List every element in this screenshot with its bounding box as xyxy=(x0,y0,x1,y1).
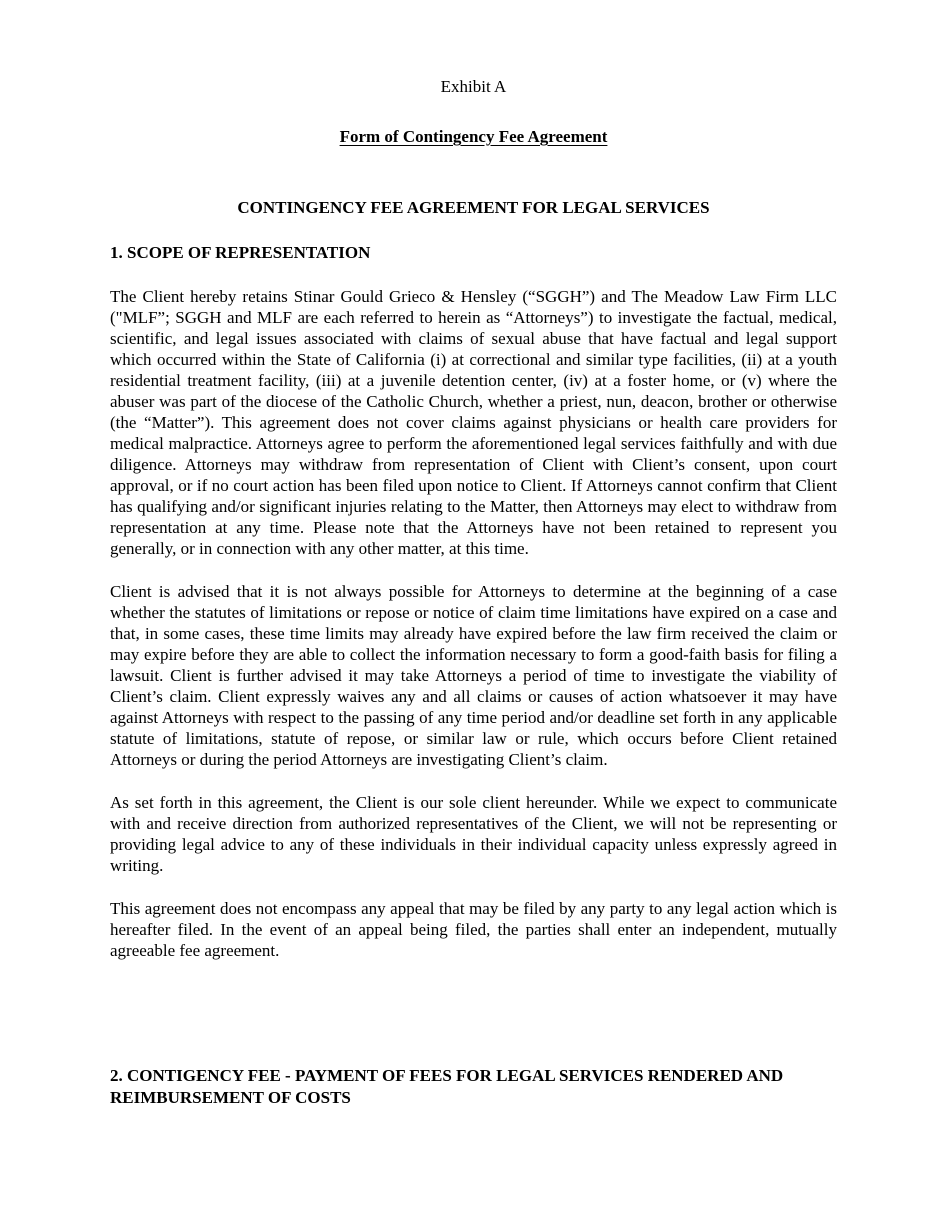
section-1-paragraph-4: This agreement does not encompass any appeal that may be filed by any party to any legal action which is hereafter filed. In the event of an appeal being filed, the parties shall enter an independent, mutually agreeable fee agreement. xyxy=(110,899,837,960)
section-2-heading: 2. CONTIGENCY FEE - PAYMENT OF FEES FOR LEGAL SERVICES RENDERED AND REIMBURSEMENT OF COSTS xyxy=(110,1066,784,1107)
section-1-paragraph-2: Client is advised that it is not always possible for Attorneys to determine at the beginning of a case whether the statutes of limitations or repose or notice of claim time limitations have expired on a case and that, in some cases, these time limits may already have expired before the law firm received the claim or may expire before they are able to collect the information necessary to form a good-faith basis for filing a lawsuit. Client is further advised it may take Attorneys a period of time to investigate the viability of Client’s claim. Client expressly waives any and all claims or causes of action whatsoever it may have against Attorneys with respect to the passing of any time period and/or deadline set forth in any applicable statute of limitations, statute of repose, or similar law or rule, which occurs before Client retained Attorneys or during the period Attorneys are investigating Client’s claim. xyxy=(110,582,837,769)
form-title-text: Form of Contingency Fee Agreement xyxy=(339,127,608,146)
section-1-paragraph-3: As set forth in this agreement, the Client is our sole client hereunder. While we expect to communicate with and receive direction from authorized representatives of the Client, we will not be representing or providing legal advice to any of these individuals in their individual capacity unless expressly agreed in writing. xyxy=(110,793,837,875)
exhibit-label: Exhibit A xyxy=(440,77,507,96)
agreement-title: CONTINGENCY FEE AGREEMENT FOR LEGAL SERVICES xyxy=(237,198,710,217)
section-1-heading: 1. SCOPE OF REPRESENTATION xyxy=(110,243,371,262)
section-1-paragraph-1: The Client hereby retains Stinar Gould Grieco & Hensley (“SGGH”) and The Meadow Law Firm LLC ("MLF”; SGGH and MLF are each referred to herein as “Attorneys”) to investigate the factual, medical, scientific, and legal issues associated with claims of sexual abuse that have factual and legal support which occurred within the State of California (i) at correctional and similar type facilities, (ii) at a youth residential treatment facility, (iii) at a juvenile detention center, (iv) at a foster home, or (v) where the abuser was part of the diocese of the Catholic Church, whether a priest, nun, deacon, brother or otherwise (the “Matter”). This agreement does not cover claims against physicians or health care providers for medical malpractice. Attorneys agree to perform the aforementioned legal services faithfully and with due diligence. Attorneys may withdraw from representation of Client with Client’s consent, upon court approval, or if no court action has been filed upon notice to Client. If Attorneys cannot confirm that Client has qualifying and/or significant injuries relating to the Matter, then Attorneys may elect to withdraw from representation at any time. Please note that the Attorneys have not been retained to represent you generally, or in connection with any other matter, at this time. xyxy=(110,287,837,558)
form-title xyxy=(110,126,837,147)
